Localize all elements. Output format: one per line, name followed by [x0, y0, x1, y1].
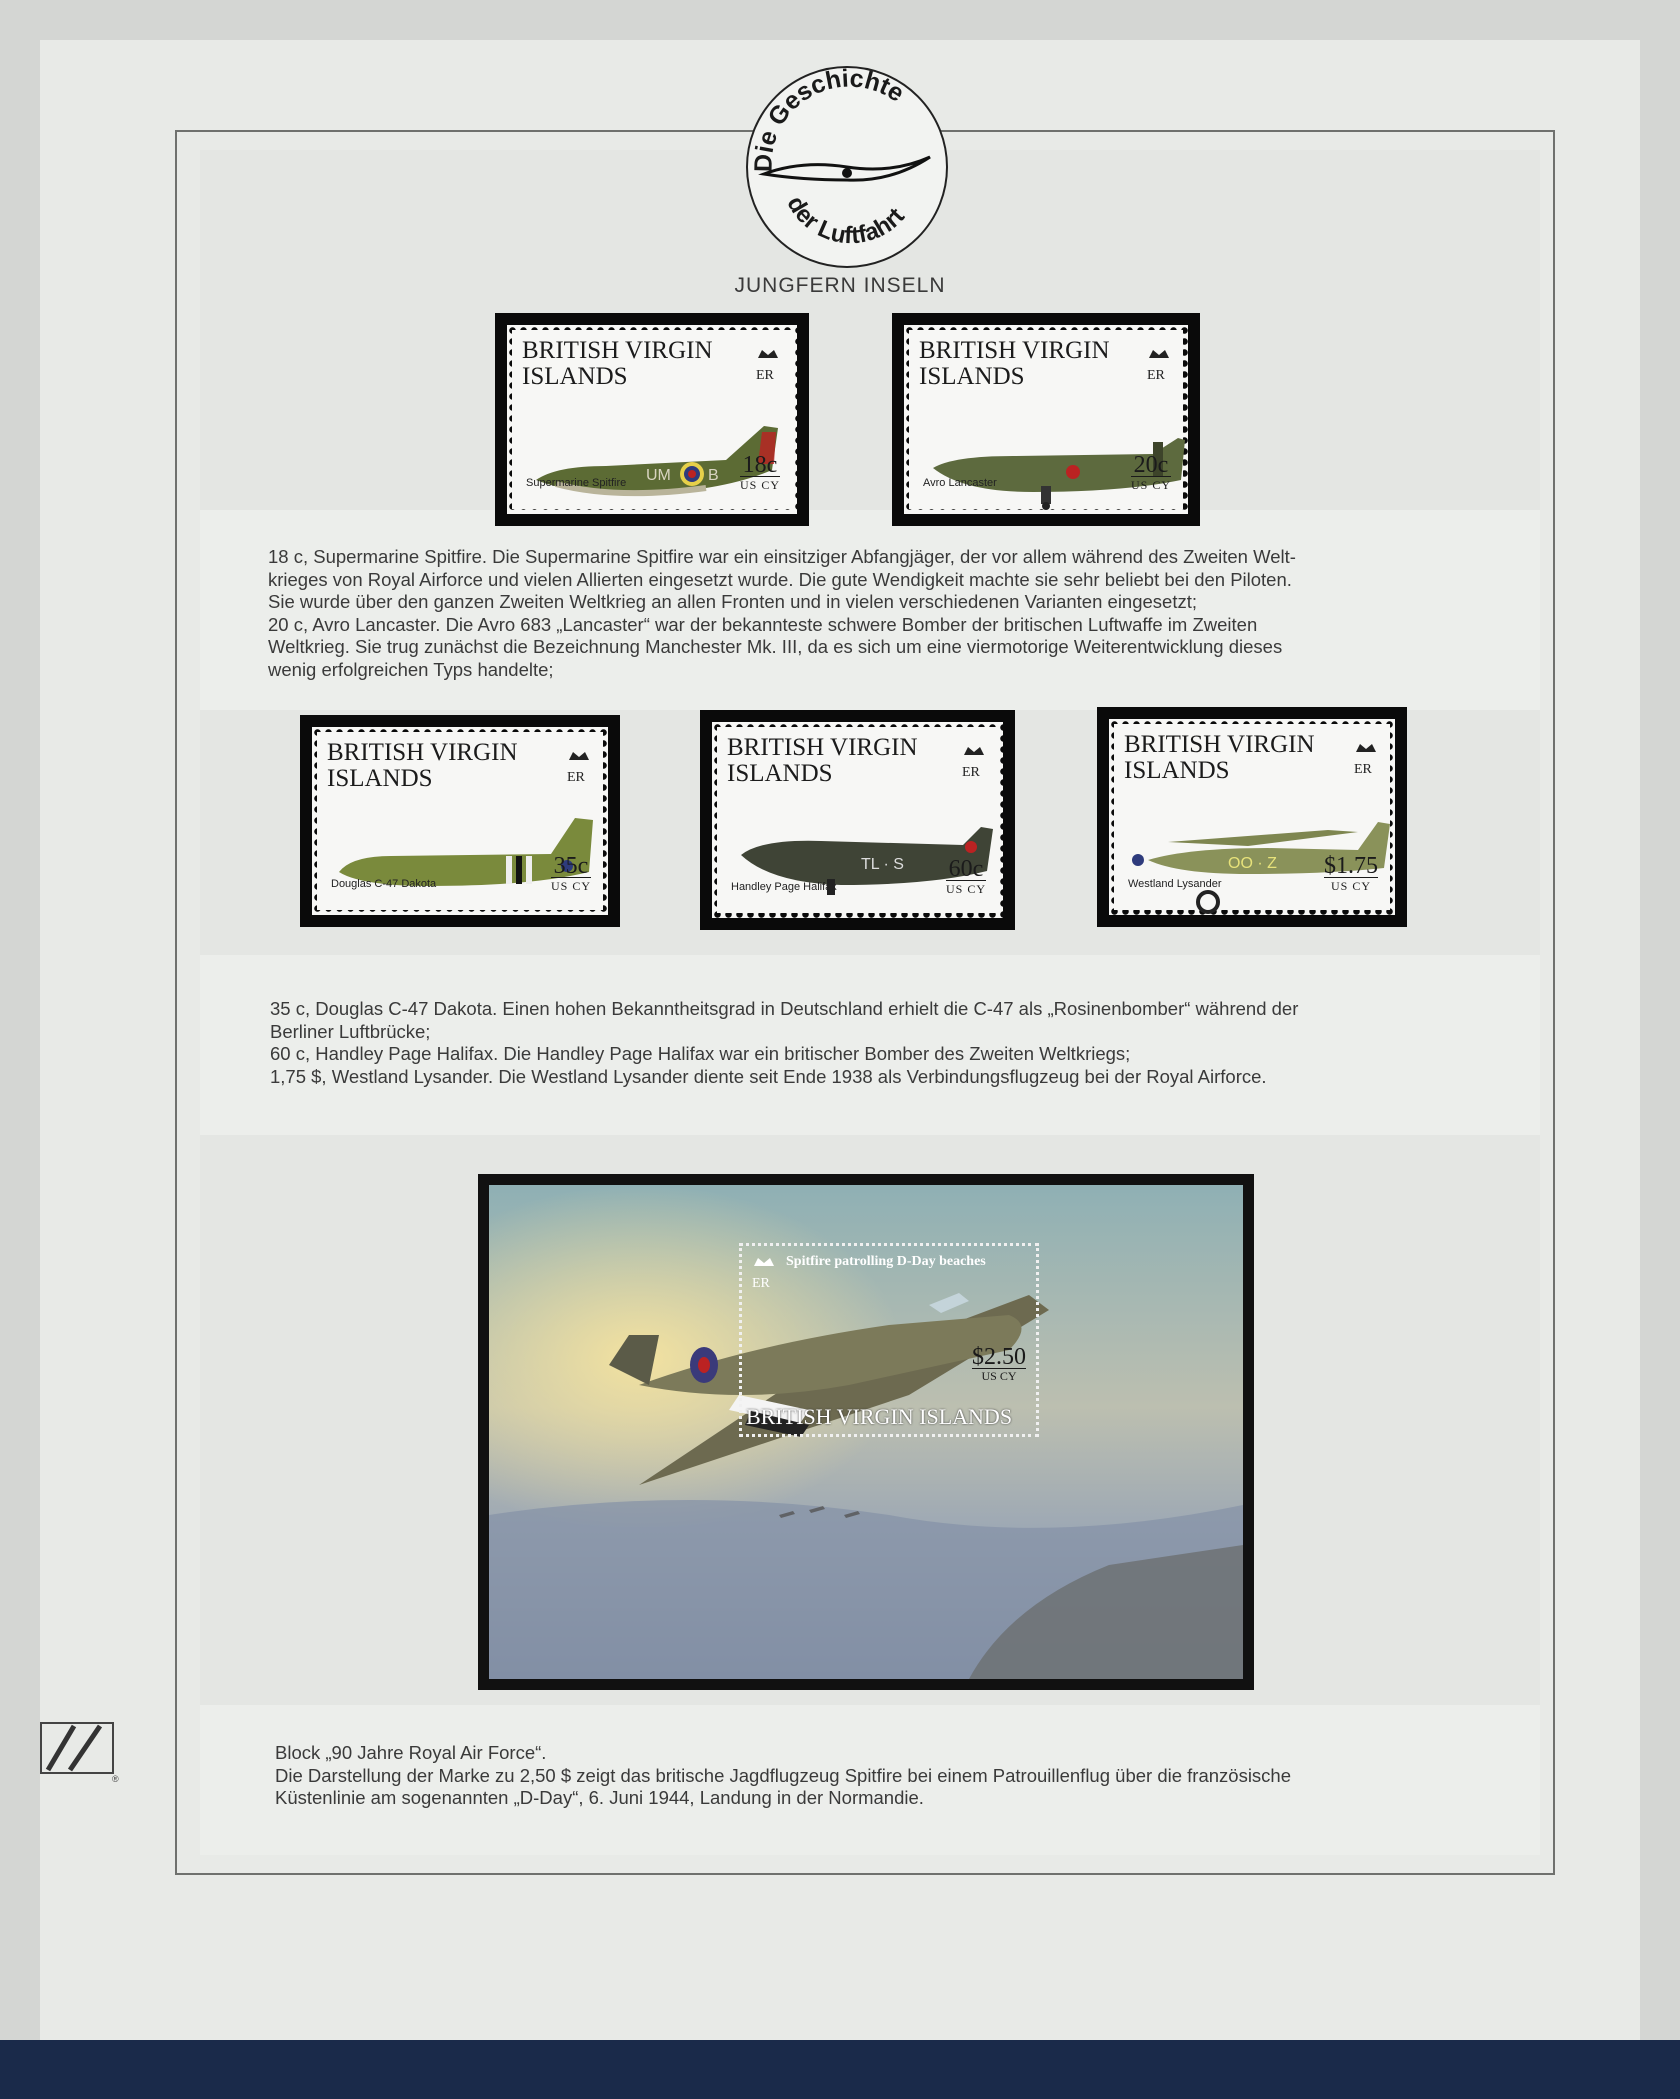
souvenir-title: Spitfire patrolling D-Day beaches	[786, 1254, 986, 1269]
trademark-symbol: ®	[112, 1774, 119, 1784]
stamp-value: $1.75 US CY	[1324, 853, 1378, 893]
royal-cipher-icon	[565, 748, 593, 788]
souvenir-country: BRITISH VIRGIN ISLANDS	[746, 1404, 1013, 1429]
svg-text:ER: ER	[756, 368, 774, 383]
stamp-spitfire	[495, 313, 809, 526]
royal-cipher-icon	[754, 346, 782, 386]
album-edge	[0, 2040, 1680, 2099]
stamp-name: Handley Page Halifax	[731, 881, 837, 893]
svg-text:OO · Z: OO · Z	[1228, 855, 1277, 872]
stamp-name: Douglas C-47 Dakota	[331, 878, 437, 890]
publisher-logo-icon	[40, 1722, 122, 1784]
royal-cipher-icon	[750, 1254, 778, 1294]
miniature-sheet-spitfire	[478, 1174, 1254, 1690]
souvenir-stamp	[739, 1243, 1039, 1437]
souvenir-value: $2.50 US CY	[972, 1344, 1026, 1383]
stamp-country: BRITISH VIRGIN ISLANDS	[522, 337, 713, 390]
royal-cipher-icon	[960, 743, 988, 783]
svg-text:UM: UM	[646, 467, 671, 484]
stamp-name: Avro Lancaster	[923, 477, 997, 489]
stamp-name: Westland Lysander	[1128, 878, 1222, 890]
stamp-lancaster	[892, 313, 1200, 526]
svg-text:ER: ER	[962, 765, 980, 780]
country-heading: JUNGFERN INSELN	[734, 274, 946, 297]
svg-text:ER: ER	[752, 1276, 770, 1291]
stamp-value: 60c US CY	[945, 856, 986, 896]
stamp-value: 35c US CY	[550, 853, 591, 893]
stamp-dakota	[300, 715, 620, 927]
logo-top-text: Die Geschichte	[749, 64, 910, 173]
stamp-country: BRITISH VIRGIN ISLANDS	[1124, 731, 1315, 784]
stamp-country: BRITISH VIRGIN ISLANDS	[327, 739, 518, 792]
stamp-lysander	[1097, 707, 1407, 927]
stamp-halifax	[700, 710, 1015, 930]
stamp-name: Supermarine Spitfire	[526, 477, 627, 489]
description-dakota-halifax-lysander: 35 c, Douglas C-47 Dakota. Einen hohen Bekanntheitsgrad in Deutschland erhielt die C-47 als „Rosinenbomber“ während der Berliner Luftbrücke; 60 c, Handley Page Halifax. Die Handley Page Halifax war ein britischer Bomber des Zweiten Weltkriegs; 1,75 $, Westland Lysander. Die Westland Lysander diente seit Ende 1938 als Verbindungsflugzeug bei der Royal Airforce.	[270, 998, 1299, 1087]
royal-cipher-icon	[1145, 346, 1173, 386]
description-spitfire-lancaster: 18 c, Supermarine Spitfire. Die Supermarine Spitfire war ein einsitziger Abfangjäger, der vor allem während des Zweiten Welt- krieges von Royal Airforce und vielen Allierten eingesetzt wurde. Die gute Wendigkeit machte sie sehr beliebt bei den Piloten. Sie wurde über den ganzen Zweiten Weltkrieg an allen Fronten und in vielen verschiedenen Varianten eingesetzt; 20 c, Avro Lancaster. Die Avro 683 „Lancaster“ war der bekannteste schwere Bomber der britischen Luftwaffe im Zweiten Weltkrieg. Sie trug zunächst die Bezeichnung Manchester Mk. III, da es sich um eine viermotorige Weiterentwicklung dieses wenig erfolgreichen Typs handelte;	[268, 546, 1296, 680]
svg-text:TL · S: TL · S	[861, 856, 904, 873]
stamp-country: BRITISH VIRGIN ISLANDS	[727, 734, 918, 787]
description-block: Block „90 Jahre Royal Air Force“. Die Darstellung der Marke zu 2,50 $ zeigt das britische Jagdflugzeug Spitfire bei einem Patrouillenflug über die französische Küstenlinie am sogenannten „D-Day“, 6. Juni 1944, Landung in der Normandie.	[275, 1742, 1292, 1808]
stamp-value: 20c US CY	[1130, 452, 1171, 492]
svg-text:B: B	[708, 467, 719, 484]
stamp-value: 18c US CY	[739, 452, 780, 492]
svg-text:ER: ER	[567, 770, 585, 785]
royal-cipher-icon	[1352, 740, 1380, 780]
svg-text:ER: ER	[1354, 762, 1372, 777]
stamp-country: BRITISH VIRGIN ISLANDS	[919, 337, 1110, 390]
logo-bottom-text: der Luftfahrt	[781, 191, 910, 250]
aviation-history-logo	[742, 62, 952, 272]
svg-text:ER: ER	[1147, 368, 1165, 383]
